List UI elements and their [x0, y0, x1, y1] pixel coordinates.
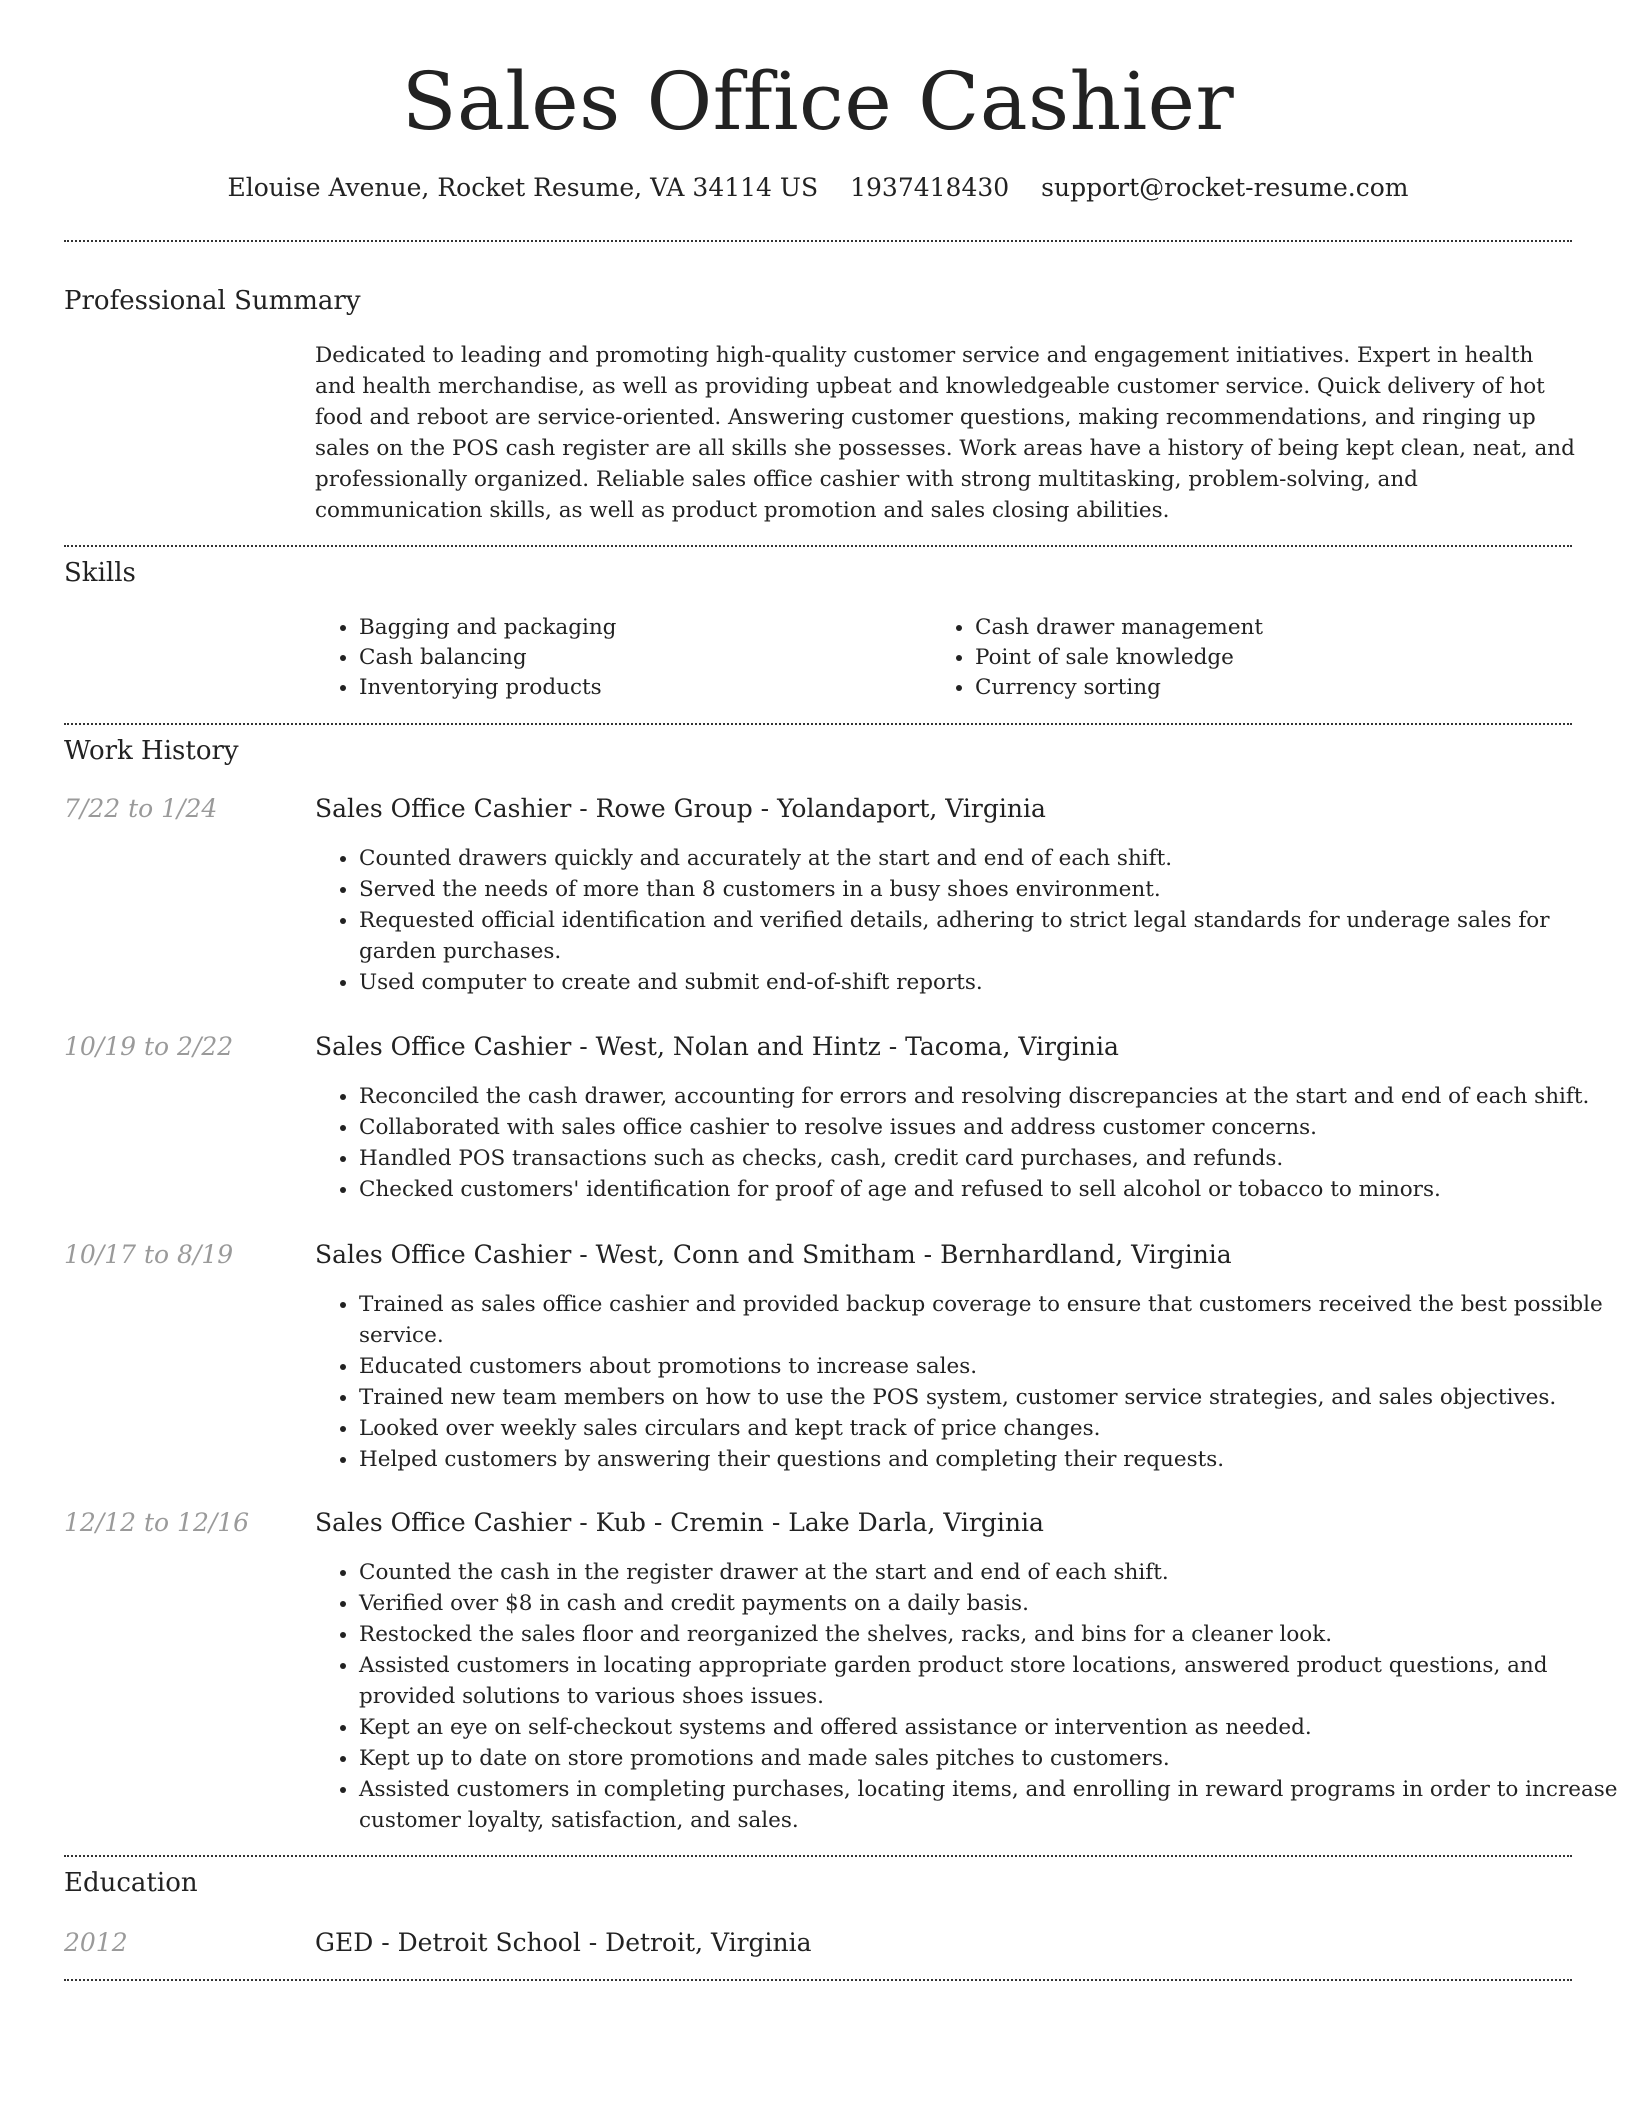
job-bullet: • Served the needs of more than 8 customers in a busy shoes environment.: [359, 874, 1619, 905]
job-bullet: • Helped customers by answering their questions and completing their requests.: [359, 1444, 1619, 1475]
job-bullet: • Requested official identification and verified details, adhering to strict legal standards for underage sales for garden purchases.: [359, 905, 1619, 967]
skill-item: • Inventorying products: [359, 673, 931, 703]
education-dates: 2012: [64, 1928, 128, 1957]
summary-heading: Professional Summary: [64, 286, 361, 316]
job-bullet: • Reconciled the cash drawer, accounting for errors and resolving discrepancies at the start and end of each shift.: [359, 1081, 1619, 1112]
job-bullet: • Educated customers about promotions to increase sales.: [359, 1351, 1619, 1382]
work-history-heading: Work History: [64, 736, 239, 766]
job-bullets: [315, 843, 1619, 998]
skills-list: [315, 613, 1575, 703]
education-title: GED - Detroit School - Detroit, Virginia: [315, 1928, 812, 1957]
job-title: Sales Office Cashier - West, Conn and Smitham - Bernhardland, Virginia: [315, 1240, 1232, 1269]
job-bullet: • Collaborated with sales office cashier to resolve issues and address customer concerns.: [359, 1112, 1619, 1143]
job-bullet: • Counted drawers quickly and accurately at the start and end of each shift.: [359, 843, 1619, 874]
job-bullet: • Checked customers' identification for proof of age and refused to sell alcohol or tobacco to minors.: [359, 1174, 1619, 1205]
contact-email: support@rocket-resume.com: [1041, 173, 1409, 202]
job-bullet: • Kept up to date on store promotions and made sales pitches to customers.: [359, 1743, 1619, 1774]
contact-address: Elouise Avenue, Rocket Resume, VA 34114 US: [227, 173, 819, 202]
job-dates: 7/22 to 1/24: [64, 794, 218, 823]
section-divider: [64, 545, 1572, 547]
job-dates: 10/19 to 2/22: [64, 1032, 234, 1061]
section-divider: [64, 240, 1572, 242]
skills-heading: Skills: [64, 558, 136, 588]
skills-column-right: [931, 613, 1547, 703]
education-heading: Education: [64, 1868, 198, 1898]
job-bullet: • Verified over $8 in cash and credit payments on a daily basis.: [359, 1588, 1619, 1619]
skill-item: • Cash drawer management: [975, 613, 1547, 643]
job-bullet: • Trained as sales office cashier and provided backup coverage to ensure that customers received the best possible service.: [359, 1289, 1619, 1351]
job-bullet: • Counted the cash in the register drawer at the start and end of each shift.: [359, 1557, 1619, 1588]
job-dates: 12/12 to 12/16: [64, 1508, 250, 1537]
skill-item: • Cash balancing: [359, 643, 931, 673]
job-title: Sales Office Cashier - Kub - Cremin - Lake Darla, Virginia: [315, 1508, 1044, 1537]
job-title: Sales Office Cashier - Rowe Group - Yolandaport, Virginia: [315, 794, 1046, 823]
summary-text: Dedicated to leading and promoting high-quality customer service and engagement initiatives. Expert in health and health merchandise, as well as providing upbeat and knowledgeable customer service. Quick delivery of hot food and reboot are service-oriented. Answering customer questions, making recommendations, and ringing up sales on the POS cash register are all skills she possesses. Work areas have a history of being kept clean, neat, and professionally organized. Reliable sales office cashier with strong multitasking, problem-solving, and communication skills, as well as product promotion and sales closing abilities.: [315, 343, 1575, 523]
job-bullet: • Restocked the sales floor and reorganized the shelves, racks, and bins for a cleaner look.: [359, 1619, 1619, 1650]
job-bullets: [315, 1557, 1619, 1836]
job-bullet: • Assisted customers in locating appropriate garden product store locations, answered product questions, and provided solutions to various shoes issues.: [359, 1650, 1619, 1712]
section-divider: [64, 723, 1572, 725]
job-bullet: • Trained new team members on how to use the POS system, customer service strategies, and sales objectives.: [359, 1382, 1619, 1413]
skill-item: • Point of sale knowledge: [975, 643, 1547, 673]
skill-item: • Bagging and packaging: [359, 613, 931, 643]
job-title: Sales Office Cashier - West, Nolan and Hintz - Tacoma, Virginia: [315, 1032, 1119, 1061]
job-bullet: • Assisted customers in completing purchases, locating items, and enrolling in reward programs in order to increase customer loyalty, satisfaction, and sales.: [359, 1774, 1619, 1836]
contact-phone: 1937418430: [850, 173, 1010, 202]
candidate-name: Sales Office Cashier: [401, 55, 1235, 148]
job-bullet: • Handled POS transactions such as checks, cash, credit card purchases, and refunds.: [359, 1143, 1619, 1174]
skills-column-left: [315, 613, 931, 703]
job-bullet: • Looked over weekly sales circulars and kept track of price changes.: [359, 1413, 1619, 1444]
skill-item: • Currency sorting: [975, 673, 1547, 703]
job-bullets: [315, 1081, 1619, 1205]
job-bullet: • Kept an eye on self-checkout systems and offered assistance or intervention as needed.: [359, 1712, 1619, 1743]
job-bullet: • Used computer to create and submit end-of-shift reports.: [359, 967, 1619, 998]
section-divider: [64, 1979, 1572, 1981]
contact-line: [64, 170, 1572, 206]
job-dates: 10/17 to 8/19: [64, 1240, 234, 1269]
section-divider: [64, 1855, 1572, 1857]
job-bullets: [315, 1289, 1619, 1475]
